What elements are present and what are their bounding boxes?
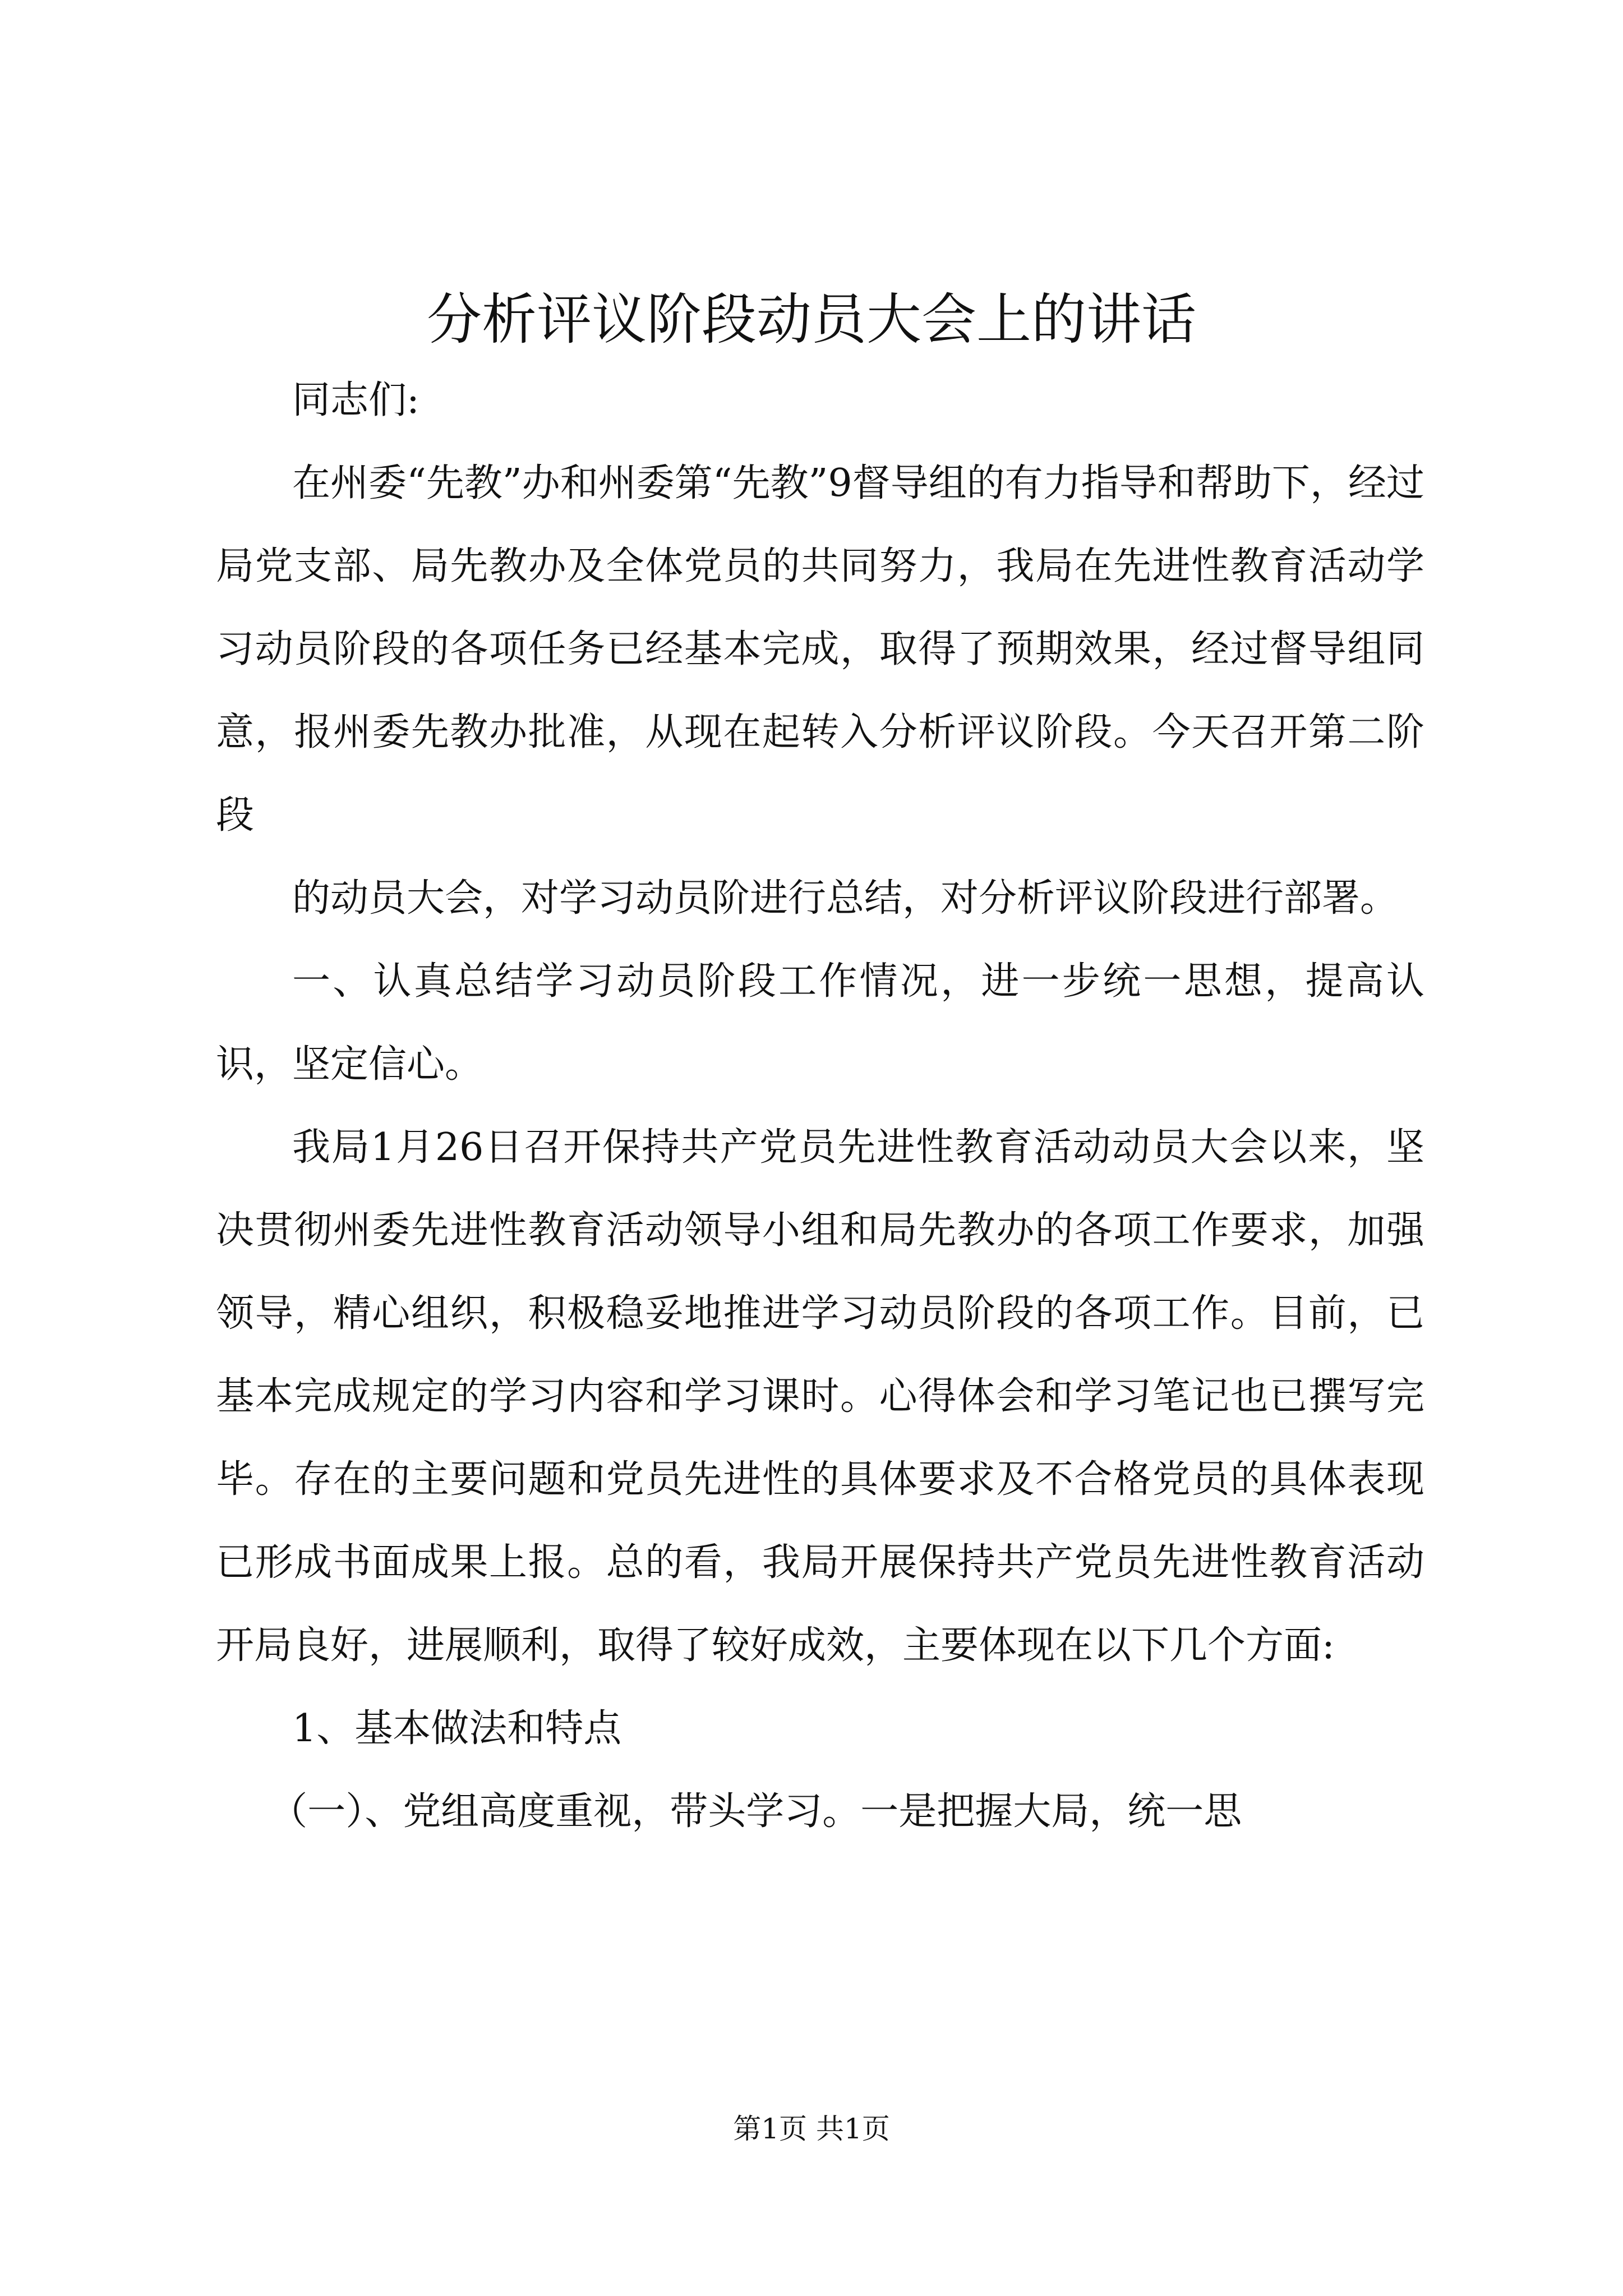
body-paragraph: 的动员大会，对学习动员阶进行总结，对分析评议阶段进行部署。 (292, 876, 1399, 921)
body-paragraph: 我局1月26日召开保持共产党员先进性教育活动动员大会以来，坚决贯彻州委先进性教育活动领导小组和局先教办的各项工作要求，加强领导，精心组织，积极稳妥地推进学习动员阶段的各项工作。目前，已基本完成规定的学习内容和学习课时。心得体会和学习笔记也已撰写完毕。存在的主要问题和党员先进性的具体要求及不合格党员的具体表现已形成书面成果上报。总的看，我局开展保持共产党员先进性教育活动开局良好，进展顺利，取得了较好成效，主要体现在以下几个方面: (216, 1125, 1424, 1668)
body-paragraph: 在州委“先教”办和州委第“先教”9督导组的有力指导和帮助下，经过局党支部、局先教办及全体党员的共同努力，我局在先进性教育活动学习动员阶段的各项任务已经基本完成，取得了预期效果，经过督导组同意，报州委先教办批准，从现在起转入分析评议阶段。今天召开第二阶段 (216, 461, 1424, 838)
page-number-footer: 第1页 共1页 (733, 2113, 890, 2145)
subsection-heading: 1、基本做法和特点 (292, 1706, 622, 1751)
document-body (216, 359, 1424, 1853)
salutation: 同志们: (292, 378, 419, 422)
body-paragraph: （一）、党组高度重视，带头学习。一是把握大局，统一思 (269, 1789, 1242, 1834)
section-heading: 一、认真总结学习动员阶段工作情况，进一步统一思想，提高认识，坚定信心。 (216, 959, 1424, 1087)
document-title: 分析评议阶段动员大会上的讲话 (426, 288, 1196, 352)
